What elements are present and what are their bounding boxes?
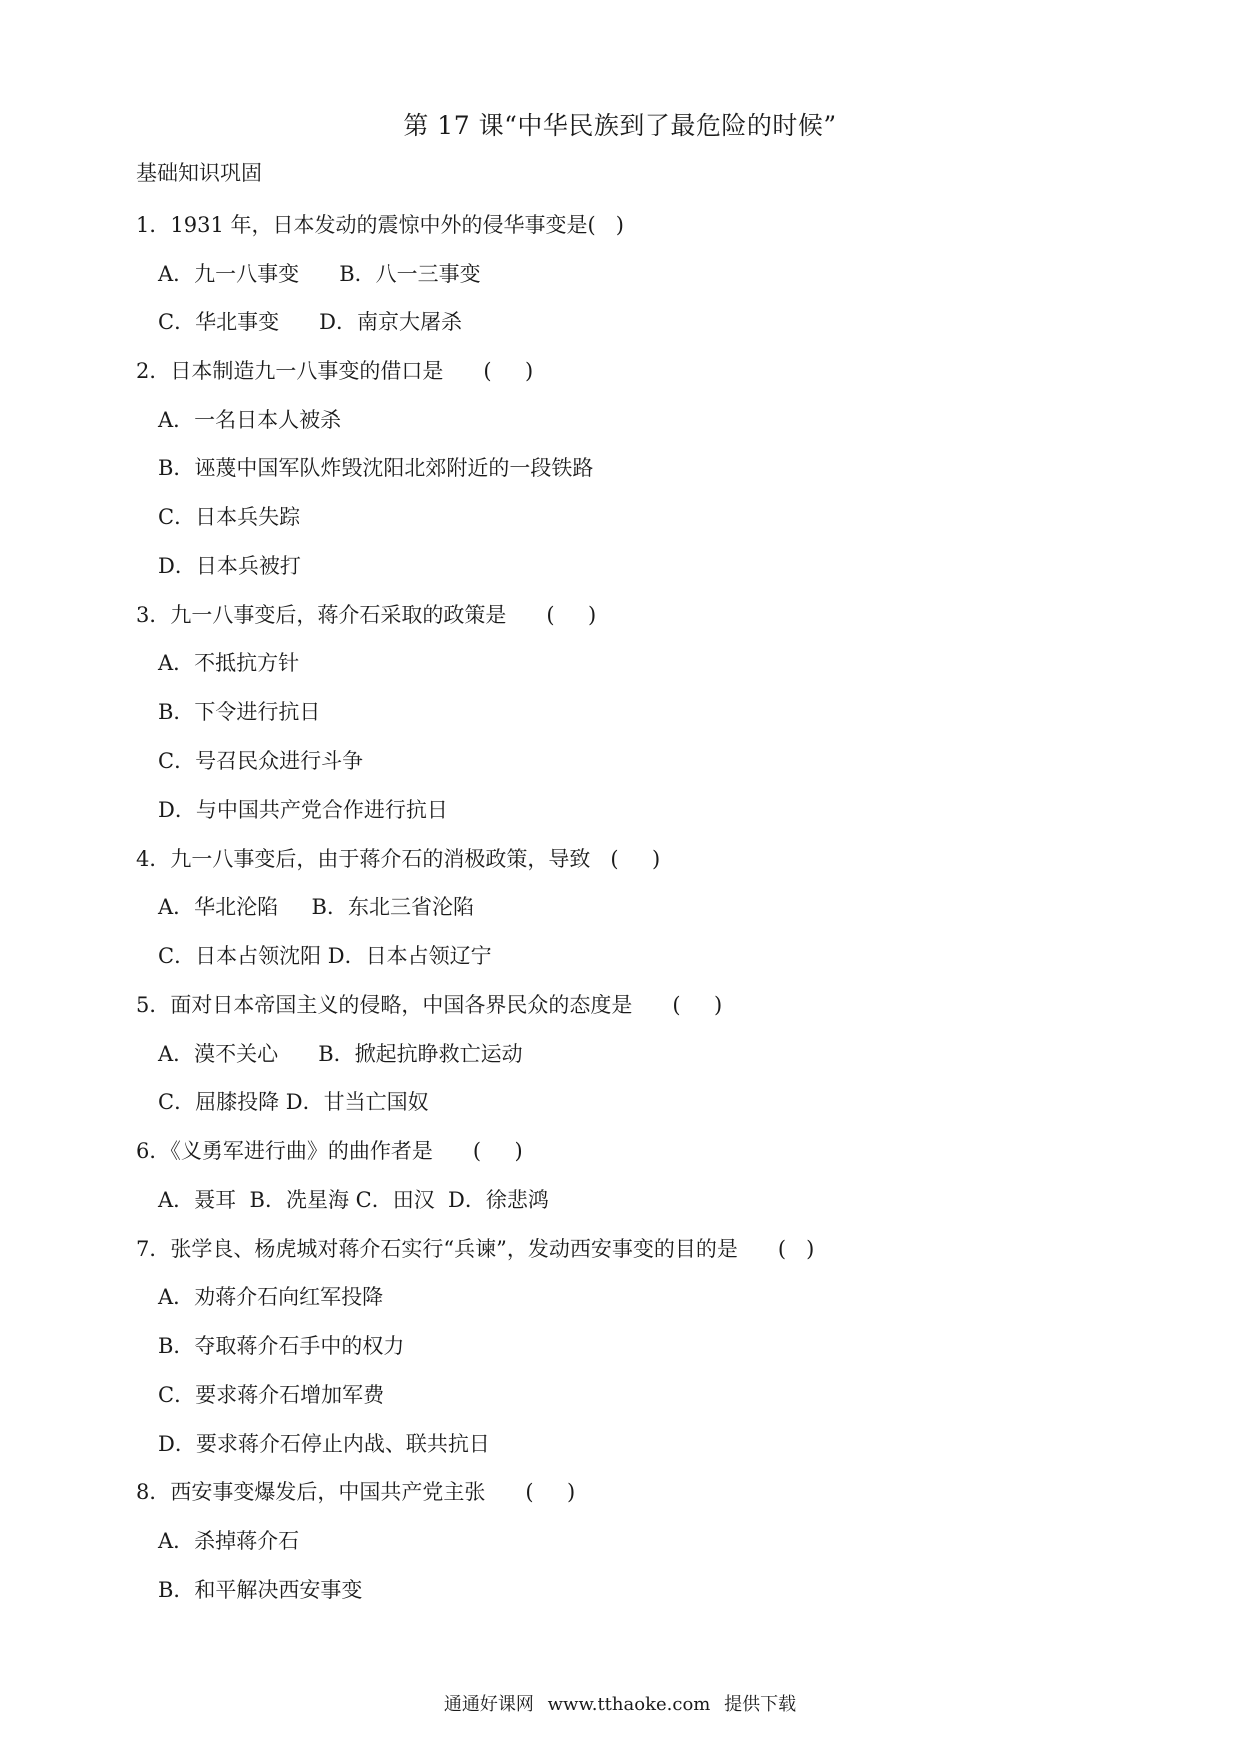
question-5-option-line-1: A．漠不关心 B．掀起抗睁救亡运动: [158, 1042, 523, 1066]
question-3-option-d: D．与中国共产党合作进行抗日: [158, 798, 448, 822]
question-5-option-line-2: C．屈膝投降 D．甘当亡国奴: [158, 1090, 429, 1114]
question-7: 7．张学良、杨虎城对蒋介石实行“兵谏”，发动西安事变的目的是 ( ): [136, 1237, 815, 1261]
question-5: 5．面对日本帝国主义的侵略，中国各界民众的态度是 ( ): [136, 993, 723, 1017]
question-6: 6．《义勇军进行曲》的曲作者是 ( ): [136, 1139, 523, 1163]
question-2: 2．日本制造九一八事变的借口是 ( ): [136, 359, 534, 383]
question-3-option-c: C．号召民众进行斗争: [158, 749, 364, 773]
page-title: 第 17 课“中华民族到了最危险的时候”: [403, 111, 837, 140]
question-4-option-line-2: C．日本占领沈阳 D．日本占领辽宁: [158, 944, 492, 968]
question-3: 3．九一八事变后，蒋介石采取的政策是 ( ): [136, 603, 597, 627]
question-6-option-line-1: A．聂耳 B．冼星海 C．田汉 D．徐悲鸿: [158, 1188, 549, 1212]
question-8-option-a: A．杀掉蒋介石: [158, 1529, 300, 1553]
question-8: 8．西安事变爆发后，中国共产党主张 ( ): [136, 1480, 576, 1504]
question-4: 4．九一八事变后，由于蒋介石的消极政策，导致 ( ): [136, 847, 661, 871]
question-7-option-c: C．要求蒋介石增加军费: [158, 1383, 385, 1407]
question-7-option-d: D．要求蒋介石停止内战、联共抗日: [158, 1432, 490, 1456]
question-1: 1．1931 年，日本发动的震惊中外的侵华事变是( ): [136, 213, 624, 237]
question-2-option-b: B．诬蔑中国军队炸毁沈阳北郊附近的一段铁路: [158, 456, 594, 480]
question-7-option-b: B．夺取蒋介石手中的权力: [158, 1334, 405, 1358]
question-2-option-a: A．一名日本人被杀: [158, 408, 342, 432]
question-3-option-a: A．不抵抗方针: [158, 651, 300, 675]
footer-url[interactable]: www.tthaoke.com: [547, 1694, 711, 1715]
question-1-option-line-1: A．九一八事变 B．八一三事变: [158, 262, 481, 286]
question-8-option-b: B．和平解决西安事变: [158, 1578, 363, 1602]
question-2-option-c: C．日本兵失踪: [158, 505, 301, 529]
question-4-option-line-1: A．华北沦陷 B．东北三省沦陷: [158, 895, 474, 919]
page-footer: [0, 1690, 1240, 1716]
section-heading: 基础知识巩固: [136, 161, 262, 185]
question-2-option-d: D．日本兵被打: [158, 554, 301, 578]
footer-suffix: 提供下载: [724, 1694, 797, 1715]
question-1-option-line-2: C．华北事变 D．南京大屠杀: [158, 310, 462, 334]
question-3-option-b: B．下令进行抗日: [158, 700, 321, 724]
footer-site-name: 通通好课网: [443, 1694, 534, 1715]
question-7-option-a: A．劝蒋介石向红军投降: [158, 1285, 384, 1309]
